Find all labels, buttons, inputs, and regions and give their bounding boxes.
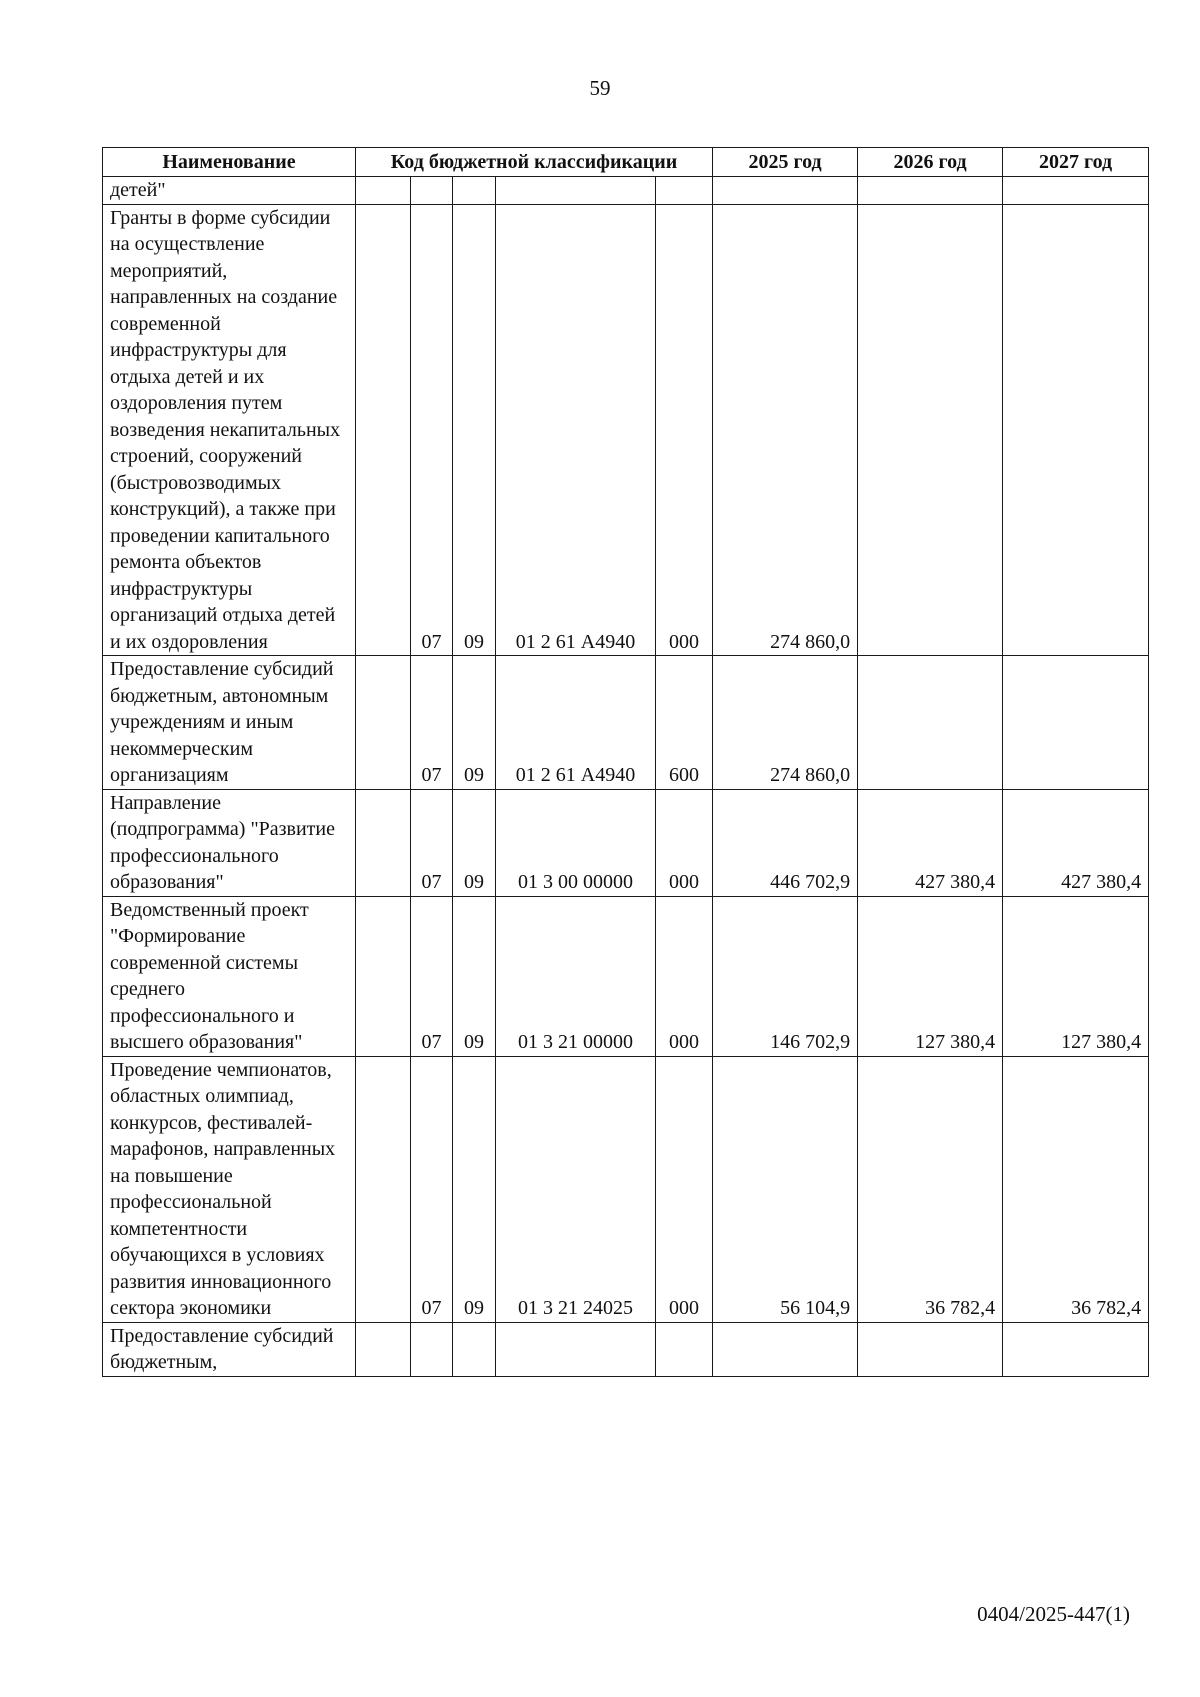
row-blank-code	[356, 789, 411, 896]
row-vr: 000	[656, 1056, 713, 1322]
row-pr	[453, 177, 496, 205]
row-blank-code	[356, 1322, 411, 1376]
header-row	[103, 148, 1149, 177]
row-2026	[858, 177, 1003, 205]
row-2025: 274 860,0	[713, 204, 858, 656]
row-rz	[411, 177, 453, 205]
table-row	[103, 789, 1149, 896]
row-vr	[656, 177, 713, 205]
row-name: Направление (подпрограмма) "Развитие профессионального образования"	[103, 789, 356, 896]
row-2026: 427 380,4	[858, 789, 1003, 896]
header-2027: 2027 год	[1003, 148, 1149, 177]
row-vr: 000	[656, 789, 713, 896]
row-2026	[858, 204, 1003, 656]
row-2025: 446 702,9	[713, 789, 858, 896]
row-2027	[1003, 204, 1149, 656]
row-pr: 09	[453, 789, 496, 896]
row-2025: 56 104,9	[713, 1056, 858, 1322]
row-pr: 09	[453, 656, 496, 790]
row-2027	[1003, 177, 1149, 205]
header-2025: 2025 год	[713, 148, 858, 177]
table-row	[103, 896, 1149, 1056]
table-row	[103, 1056, 1149, 1322]
row-name: Проведение чемпионатов, областных олимпиад, конкурсов, фестивалей-марафонов, направленных на повышение профессиональной компетентности обучающихся в условиях развития инновационного сектора экономики	[103, 1056, 356, 1322]
table-row	[103, 204, 1149, 656]
row-2026	[858, 1322, 1003, 1376]
row-vr: 600	[656, 656, 713, 790]
header-name: Наименование	[103, 148, 356, 177]
row-pr: 09	[453, 896, 496, 1056]
row-2026: 36 782,4	[858, 1056, 1003, 1322]
table-row	[103, 1322, 1149, 1376]
row-name: детей"	[103, 177, 356, 205]
row-2027: 127 380,4	[1003, 896, 1149, 1056]
row-2027	[1003, 656, 1149, 790]
row-2027: 427 380,4	[1003, 789, 1149, 896]
row-rz: 07	[411, 204, 453, 656]
page-number: 59	[589, 76, 611, 100]
row-csr: 01 3 21 00000	[496, 896, 656, 1056]
row-pr	[453, 1322, 496, 1376]
row-csr: 01 2 61 А4940	[496, 656, 656, 790]
table-row	[103, 656, 1149, 790]
row-blank-code	[356, 656, 411, 790]
row-2025: 274 860,0	[713, 656, 858, 790]
document-code: 0404/2025-447(1)	[977, 1602, 1130, 1626]
row-vr	[656, 1322, 713, 1376]
row-2026: 127 380,4	[858, 896, 1003, 1056]
row-2027	[1003, 1322, 1149, 1376]
table-row	[103, 177, 1149, 205]
row-blank-code	[356, 896, 411, 1056]
row-rz	[411, 1322, 453, 1376]
row-name: Предоставление субсидий бюджетным,	[103, 1322, 356, 1376]
row-name: Гранты в форме субсидии на осуществление мероприятий, направленных на создание современной инфраструктуры для отдыха детей и их оздоровления путем возведения некапитальных строений, сооружений (быстровозводимых конструкций), а также при проведении капитального ремонта объектов инфраструктуры организаций отдыха детей и их оздоровления	[103, 204, 356, 656]
row-vr: 000	[656, 896, 713, 1056]
row-2025: 146 702,9	[713, 896, 858, 1056]
row-rz: 07	[411, 789, 453, 896]
row-vr: 000	[656, 204, 713, 656]
row-name: Ведомственный проект "Формирование современной системы среднего профессионального и высшего образования"	[103, 896, 356, 1056]
row-name: Предоставление субсидий бюджетным, автономным учреждениям и иным некоммерческим организациям	[103, 656, 356, 790]
row-csr: 01 3 00 00000	[496, 789, 656, 896]
row-blank-code	[356, 1056, 411, 1322]
header-code: Код бюджетной классификации	[356, 148, 713, 177]
row-rz: 07	[411, 656, 453, 790]
row-csr: 01 2 61 А4940	[496, 204, 656, 656]
row-csr	[496, 1322, 656, 1376]
row-pr: 09	[453, 1056, 496, 1322]
row-rz: 07	[411, 896, 453, 1056]
budget-table	[102, 147, 1149, 1377]
row-rz: 07	[411, 1056, 453, 1322]
header-2026: 2026 год	[858, 148, 1003, 177]
row-csr: 01 3 21 24025	[496, 1056, 656, 1322]
row-csr	[496, 177, 656, 205]
row-pr: 09	[453, 204, 496, 656]
row-2025	[713, 177, 858, 205]
row-2027: 36 782,4	[1003, 1056, 1149, 1322]
row-2025	[713, 1322, 858, 1376]
row-blank-code	[356, 177, 411, 205]
row-2026	[858, 656, 1003, 790]
row-blank-code	[356, 204, 411, 656]
